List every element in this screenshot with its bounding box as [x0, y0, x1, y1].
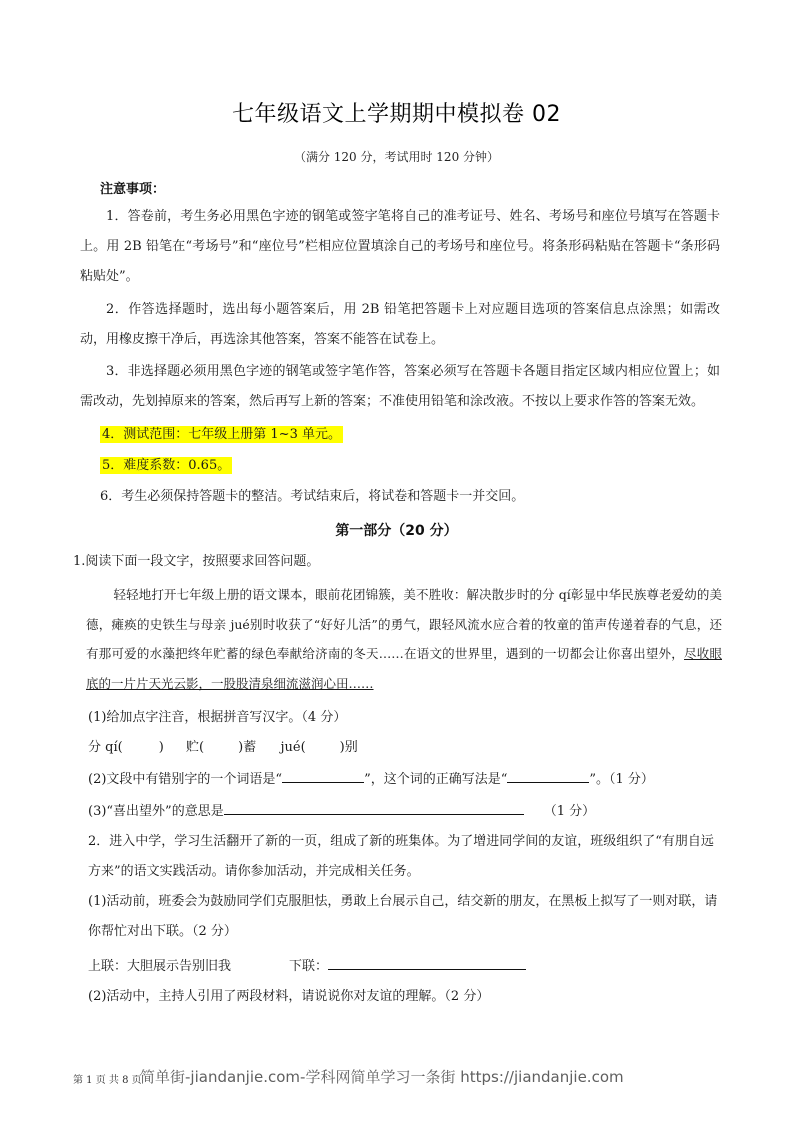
sub2-text-c: ”。（1 分） [589, 772, 654, 787]
fill-b-label: 贮( [186, 740, 205, 755]
exam-subtitle: （满分 120 分，考试用时 120 分钟） [293, 150, 500, 164]
notice-item-3: 3．非选择题必须用黑色字迹的钢笔或签字笔作答，答案必须写在答题卡各题目指定区域内相应位置上；如需改动，先划掉原来的答案，然后再写上新的答案；不准使用铅笔和涂改液。不按以上要求作答的答案无效。 [80, 364, 720, 409]
couplet-row [88, 952, 738, 982]
lower-couplet-label: 下联： [289, 959, 329, 974]
question-1-sub-3 [88, 797, 738, 827]
passage-text: 轻轻地打开七年级上册的语文课本，眼前花团锦簇，美不胜收：解决散步时的分 qí彰显中华民族尊老爱幼的美德，瘫痪的史铁生与母亲 jué别时收获了“好好儿活”的勇气，跟轻风流水应合着的牧童的笛声传递着春的气息，还有那可爱的水藻把终年贮蓄的绿色奉献给济南的冬天……在语文的世界里，遇到的一切都会让你喜出望外， [86, 587, 722, 661]
sub3-text: (3)“喜出望外”的意思是 [88, 804, 224, 819]
upper-couplet: 上联：大胆展示告别旧我 [88, 959, 232, 974]
watermark: 简单街-jiandanjie.com-学科网简单学习一条街 https://jiandanjie.com [140, 1068, 624, 1086]
sub3-score: （1 分） [543, 804, 596, 819]
wrong-word-blank[interactable] [282, 768, 364, 783]
question-2-sub-2: (2)活动中，主持人引用了两段材料，请说说你对友谊的理解。（2 分） [88, 989, 490, 1004]
sub2-text-b: ”，这个词的正确写法是“ [364, 772, 508, 787]
question-1-sub-2 [88, 765, 738, 795]
question-2-prompt: 2．进入中学，学习生活翻开了新的一页，组成了新的班集体。为了增进同学间的友谊，班级组织了“有朋自远方来”的语文实践活动。请你参加活动，并完成相关任务。 [88, 834, 714, 879]
pinyin-fill-row [88, 733, 738, 763]
correct-word-blank[interactable] [507, 768, 589, 783]
sub2-text-a: (2)文段中有错别字的一个词语是“ [88, 772, 283, 787]
page-title: 七年级语文上学期期中模拟卷 02 [232, 102, 561, 127]
question-2-sub-1: (1)活动前，班委会为鼓励同学们克服胆怯，勇敢上台展示自己，结交新的朋友，在黑板上拟写了一则对联，请你帮忙对出下联。（2 分） [88, 894, 718, 939]
lower-couplet-blank[interactable] [328, 955, 526, 970]
highlighted-text: 5．难度系数：0.65。 [102, 458, 231, 473]
fill-c-label: jué( [280, 740, 306, 755]
fill-b-close: )蓄 [238, 740, 257, 755]
notice-item-6: 6．考生必须保持答题卡的整洁。考试结束后，将试卷和答题卡一并交回。 [100, 489, 525, 504]
notice-item-5 [100, 451, 740, 481]
fill-c-close: )别 [339, 740, 358, 755]
fill-a-close: ) [158, 740, 164, 755]
notice-item-4 [100, 420, 740, 450]
question-1-prompt: 1.阅读下面一段文字，按照要求回答问题。 [73, 554, 320, 569]
notice-heading: 注意事项： [100, 182, 166, 197]
section-title: 第一部分（20 分） [335, 523, 458, 539]
fill-a-label: 分 qí( [88, 740, 123, 755]
notice-item-1: 1．答卷前，考生务必用黑色字迹的钢笔或签字笔将自己的准考证号、姓名、考场号和座位号填写在答题卡上。用 2B 铅笔在“考场号”和“座位号”栏相应位置填涂自己的考场号和座位号。将条形码粘贴在答题卡“条形码粘贴处”。 [80, 209, 720, 284]
notice-item-2: 2．作答选择题时，选出每小题答案后，用 2B 铅笔把答题卡上对应题目选项的答案信息点涂黑；如需改动，用橡皮擦干净后，再选涂其他答案，答案不能答在试卷上。 [80, 302, 720, 347]
meaning-blank[interactable] [224, 800, 524, 815]
page-number: 第 1 页 共 8 页 [73, 1075, 142, 1086]
reading-passage [86, 580, 722, 698]
highlighted-text: 4．测试范围：七年级上册第 1~3 单元。 [102, 427, 341, 442]
question-1-sub-1: (1)给加点字注音，根据拼音写汉字。（4 分） [88, 710, 347, 725]
passage-underlined-text: 尽收眼底的一片片天光云影，一股股清泉细流滋润心田…… [86, 646, 722, 691]
